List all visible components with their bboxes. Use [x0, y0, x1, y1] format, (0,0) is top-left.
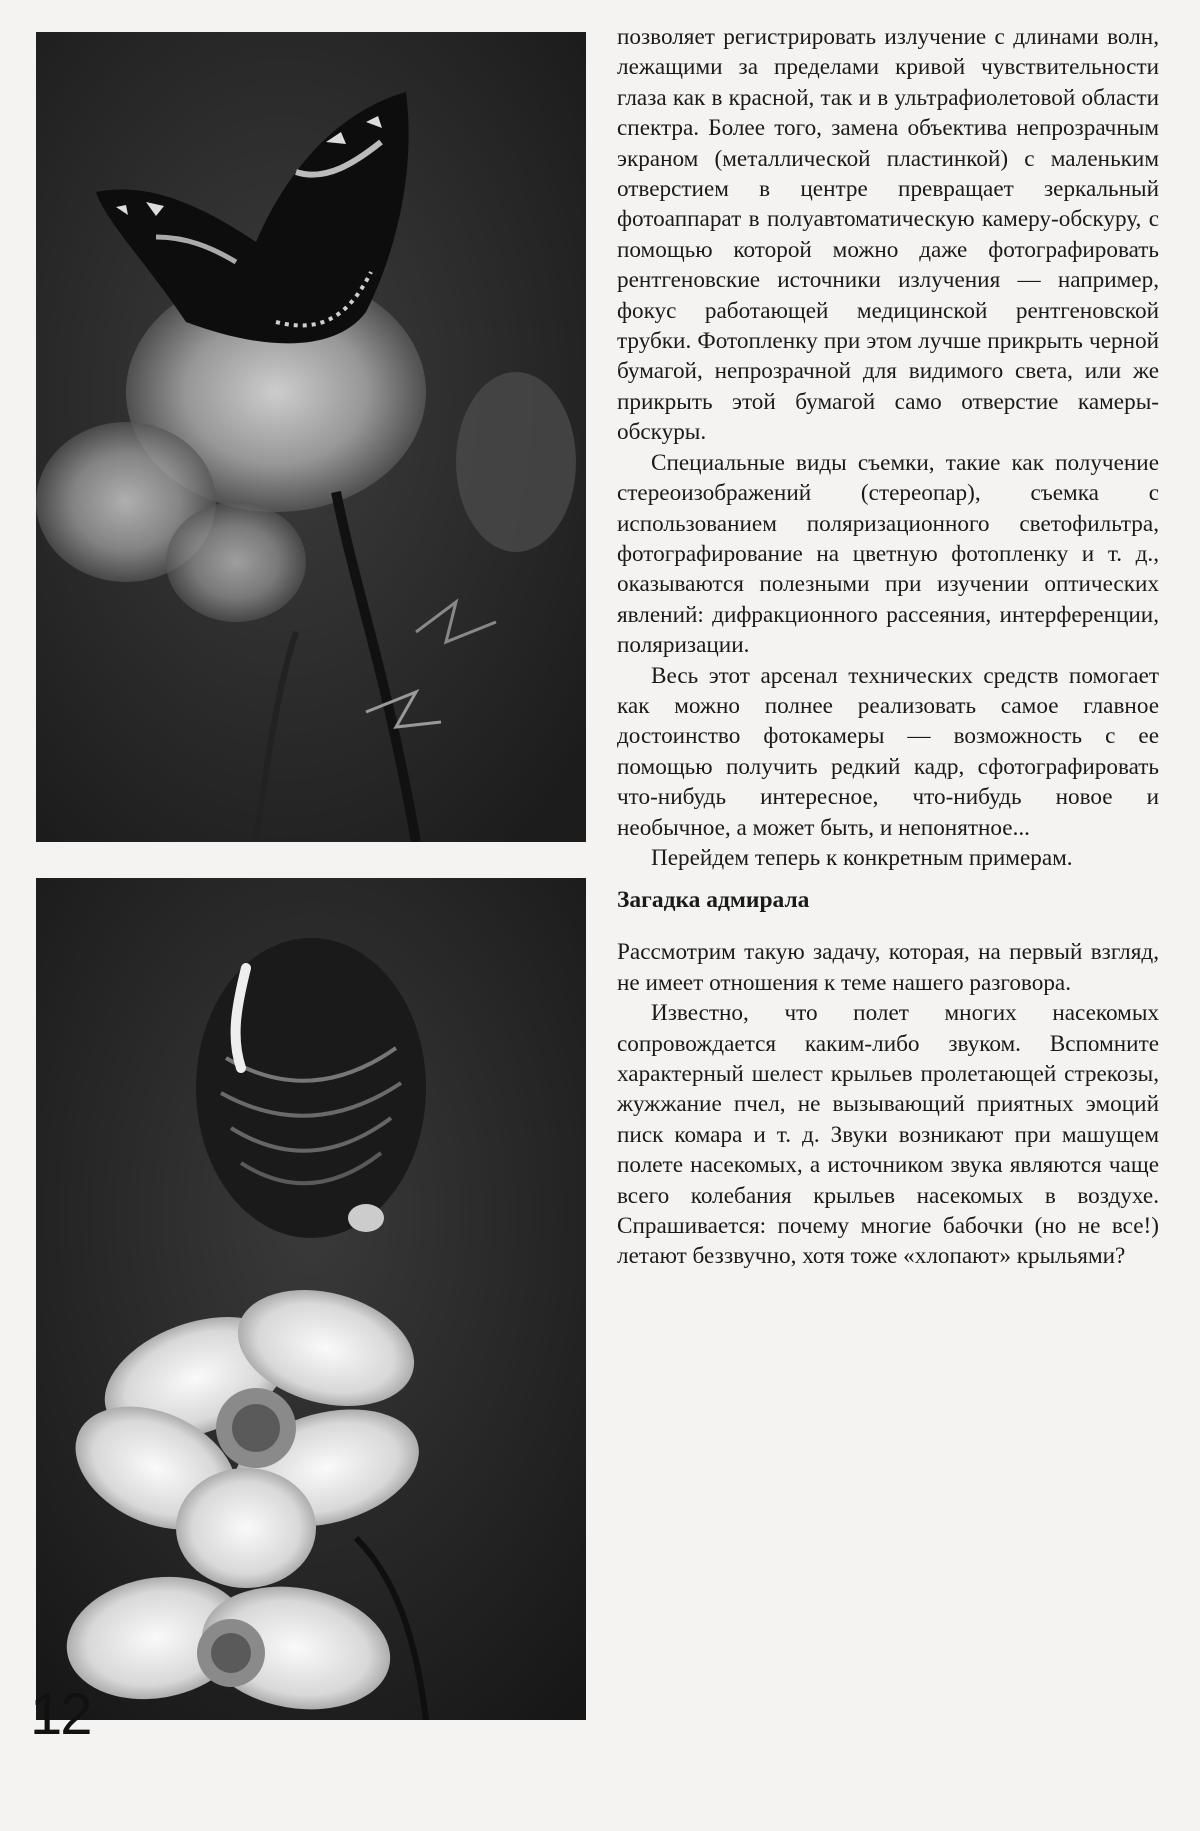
- paragraph: Специальные виды съемки, такие как получение стереоизображений (стереопар), съемка с использованием поляризационного светофильтра, фотографирование на цветную фотопленку и т. д., оказываются полезными при изучении оптических явлений: дифракционного рассеяния, интерференции, поляризации.: [617, 449, 1159, 659]
- butterfly-photo: [36, 32, 586, 842]
- paragraph: Рассмотрим такую задачу, которая, на первый взгляд, не имеет отношения к теме нашего разговора.: [617, 939, 1159, 996]
- bee-and-flower-photo: [36, 878, 586, 1720]
- page-number: 12: [30, 1682, 91, 1747]
- paragraph: позволяет регистрировать излучение с длинами волн, лежащими за пределами кривой чувствительности глаза как в красной, так и в ультрафиолетовой области спектра. Более того, замена объектива непрозрачным экраном (металлической пластинкой) с маленьким отверстием в центре превращает зеркальный фотоаппарат в полуавтоматическую камеру-обскуру, с помощью которой можно даже фотографировать рентгеновские источники излучения — например, фокус работающей медицинской рентгеновской трубки. Фотопленку при этом лучше прикрыть черной бумагой, непрозрачной для видимого света, или же прикрыть этой бумагой само отверстие камеры-обскуры.: [617, 24, 1159, 446]
- text-column: [617, 22, 1159, 1272]
- paragraph: Весь этот арсенал технических средств помогает как можно полнее реализовать самое главное достоинство фотокамеры — возможность с ее помощью получить редкий кадр, сфотографировать что-нибудь интересное, что-нибудь новое и необычное, а может быть, и непонятное...: [617, 662, 1159, 841]
- paragraph: Перейдем теперь к конкретным примерам.: [651, 844, 1073, 871]
- paragraph: Известно, что полет многих насекомых сопровождается каким-либо звуком. Вспомните характерный шелест крыльев пролетающей стрекозы, жужжание пчел, не вызывающий приятных эмоций писк комара и т. д. Звуки возникают при машущем полете насекомых, а источником звука являются чаще всего колебания крыльев насекомых в воздухе. Спрашивается: почему многие бабочки (но не все!) летают беззвучно, хотя тоже «хлопают» крыльями?: [617, 1000, 1159, 1270]
- section-heading: Загадка адмирала: [617, 887, 810, 914]
